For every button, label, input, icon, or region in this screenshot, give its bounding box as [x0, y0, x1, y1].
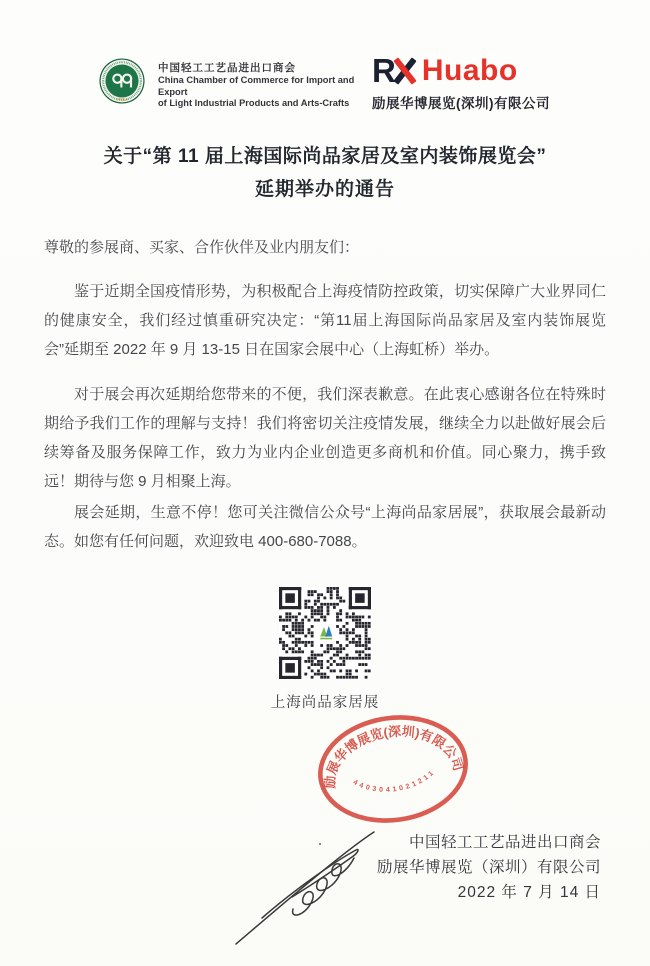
qr-caption: 上海尚品家居展 [270, 695, 380, 711]
signature-date: 2022 年 7 月 14 日 [457, 884, 601, 901]
stamp-number: 4403041021211 [351, 768, 438, 794]
seal-acronym: CCCLA [115, 97, 129, 102]
signatory-chamber: 中国轻工工艺品进出口商会 [408, 834, 601, 851]
salutation: 尊敬的参展商、买家、合作伙伴及业内朋友们： [44, 239, 360, 256]
stamp-arc-text: 励展华博展览(深圳)有限公司 [322, 723, 467, 789]
cccla-name-block [158, 62, 368, 110]
rx-huabo-wordmark [372, 52, 602, 89]
notice-title-line1: 关于“第 11 届上海国际尚品家居及室内装饰展览会” [103, 146, 547, 167]
cccla-name-en-2: of Light Industrial Products and Arts-Crafts [158, 98, 350, 108]
rx-letter-x-icon [393, 58, 415, 84]
huabo-wordmark: Huabo [421, 54, 518, 87]
rx-company-name: 励展华博展览(深圳)有限公司 [372, 96, 550, 111]
paragraph-postponement: 鉴于近期全国疫情形势，为积极配合上海疫情防控政策，切实保障广大业界同仁的健康安全，我们经过慎重研究决定：“第11届上海国际尚品家居及室内装饰展览会”延期至 2022 年 9 月 13-15 日在国家会展中心（上海虹桥）举办。 [44, 283, 606, 358]
rx-letter-r: R [372, 52, 394, 89]
notice-title [0, 144, 650, 203]
cccla-seal-logo [99, 58, 145, 104]
notice-title-line2: 延期举办的通告 [254, 179, 395, 200]
wechat-qr-code [279, 587, 371, 679]
paragraph-apology: 对于展会再次延期给您带来的不便，我们深表歉意。在此衷心感谢各位在特殊时期给予我们工作的理解与支持！我们将密切关注疫情发展，继续全力以赴做好展会后续筹备及服务保障工作，致力为业内企业创造更多商机和价值。同心聚力，携手致远！期待与您 9 月相聚上海。 [44, 386, 606, 490]
signatory-organizer: 励展华博展览（深圳）有限公司 [376, 859, 601, 876]
signature-block [377, 830, 601, 905]
qr-code-canvas [279, 587, 371, 679]
rx-huabo-logo-block [372, 52, 602, 112]
paragraph-contact: 展会延期，生意不停！您可关注微信公众号“上海尚品家居展”，获取展会最新动态。如您有任何问题，欢迎致电 400-680-7088。 [44, 504, 606, 550]
cccla-name-cn: 中国轻工工艺品进出口商会 [158, 62, 296, 74]
company-stamp [307, 702, 479, 837]
header [0, 0, 650, 130]
cccla-name-en-1: China Chamber of Commerce for Import and Export [158, 75, 355, 97]
